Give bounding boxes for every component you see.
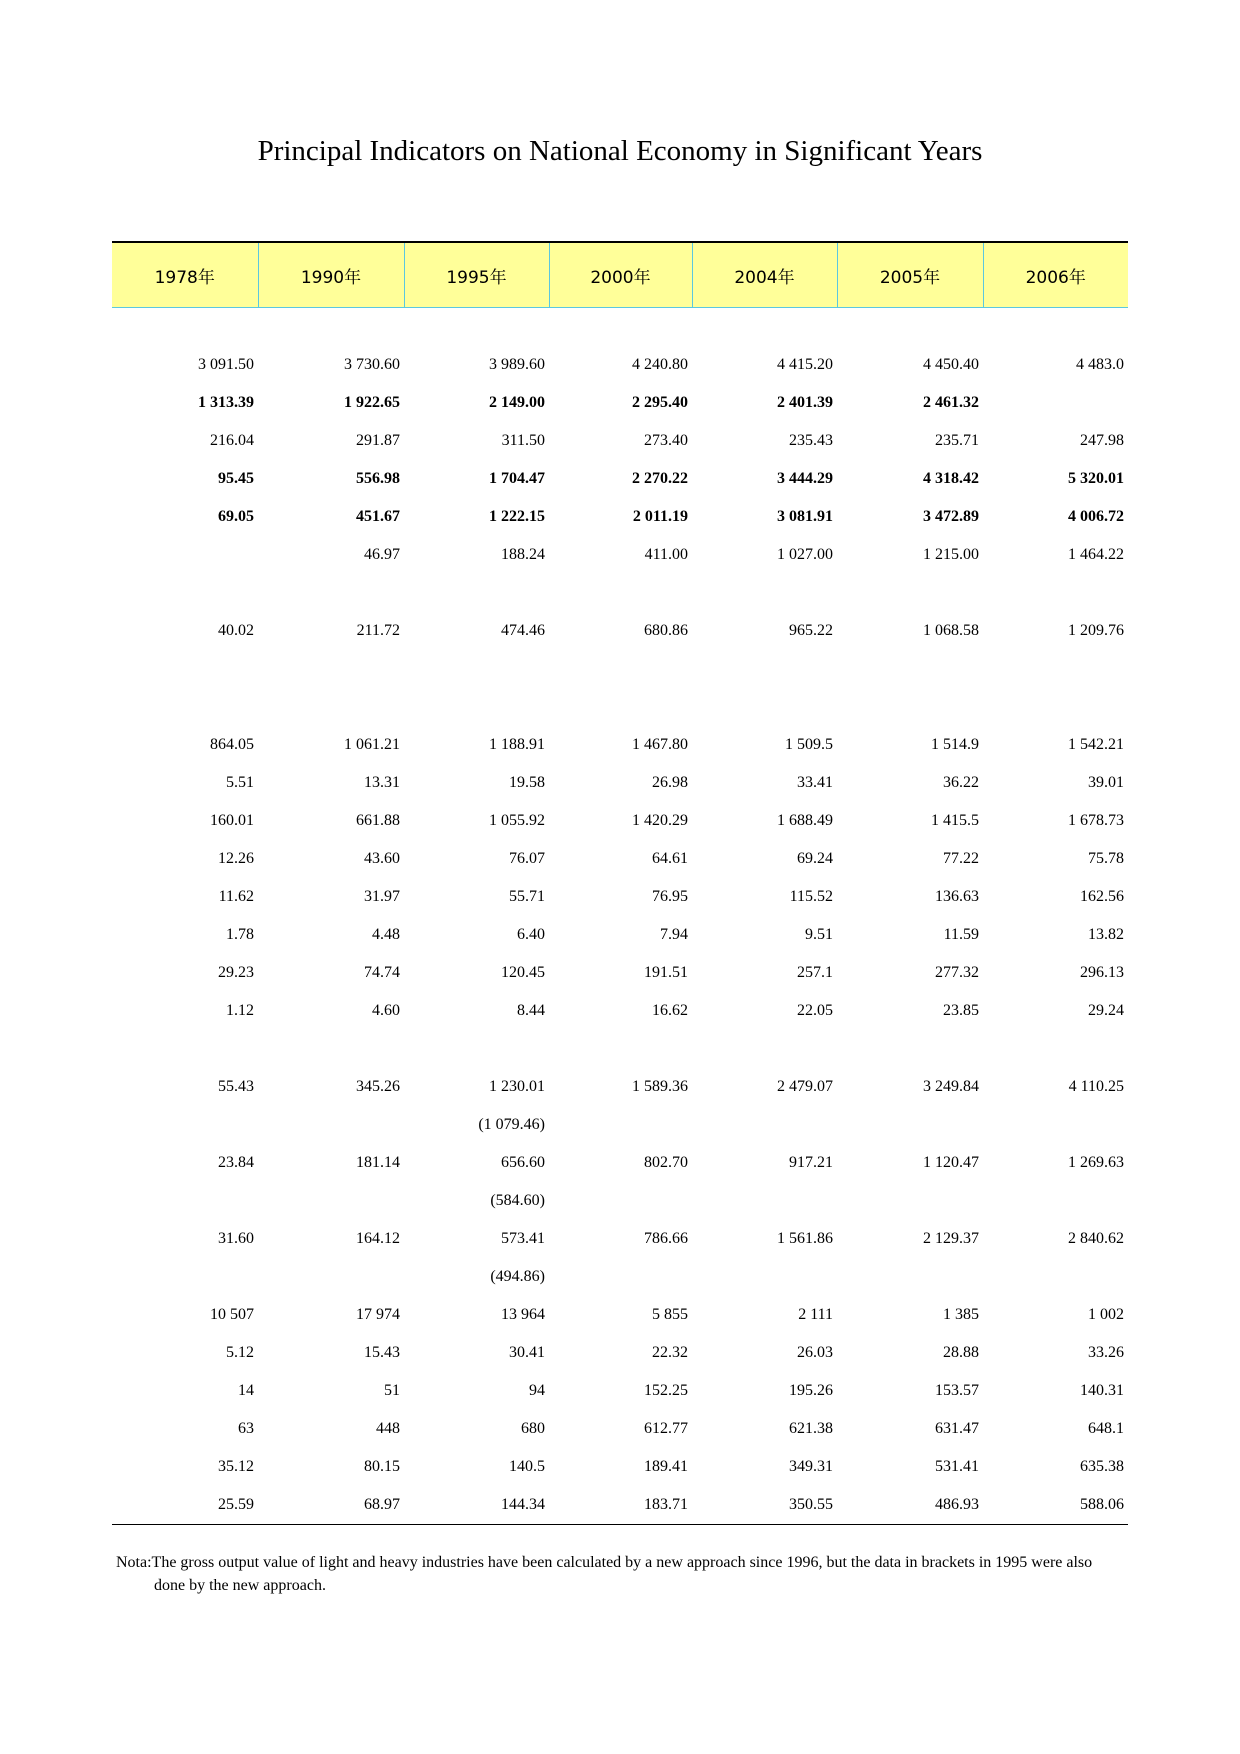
table-cell: 31.60 — [218, 1230, 254, 1247]
table-header-row — [112, 242, 1128, 308]
page-title: Principal Indicators on National Economy in Significant Years — [257, 135, 983, 167]
table-cell — [692, 688, 837, 726]
table-cell: 23.84 — [218, 1154, 254, 1171]
table-cell: 195.26 — [789, 1382, 833, 1399]
table-cell: 588.06 — [983, 1486, 1128, 1525]
table-row — [112, 992, 1128, 1030]
table-cell: 13.31 — [364, 774, 400, 791]
table-cell: 4 415.20 — [777, 356, 833, 373]
table-cell — [258, 1030, 404, 1068]
table-cell: 69.24 — [797, 850, 833, 867]
table-cell — [112, 1258, 258, 1296]
table-cell — [983, 1182, 1128, 1220]
table-row — [112, 802, 1128, 840]
table-cell: 1 561.86 — [777, 1230, 833, 1247]
table-cell: 573.41 — [501, 1230, 545, 1247]
table-cell: 3 472.89 — [923, 508, 979, 525]
table-cell: 486.93 — [837, 1486, 983, 1525]
table-cell: 864.05 — [210, 736, 254, 753]
header-spacer-row — [112, 308, 1128, 347]
table-cell: 4 006.72 — [1068, 508, 1124, 525]
table-row — [112, 384, 1128, 422]
table-cell: 153.57 — [935, 1382, 979, 1399]
table-cell: 1 385 — [943, 1306, 979, 1323]
table-cell: 43.60 — [364, 850, 400, 867]
table-row — [112, 536, 1128, 574]
table-cell: 4.60 — [372, 1002, 400, 1019]
table-cell: 8.44 — [517, 1002, 545, 1019]
table-row — [112, 1334, 1128, 1372]
table-cell: 4 450.40 — [923, 356, 979, 373]
table-cell — [258, 1258, 404, 1296]
table-cell: 802.70 — [644, 1154, 688, 1171]
table-cell: 1 002 — [1088, 1306, 1124, 1323]
table-cell: 28.88 — [943, 1344, 979, 1361]
table-row — [112, 1144, 1128, 1182]
table-cell — [258, 650, 404, 688]
table-cell: 68.97 — [258, 1486, 404, 1525]
table-cell: 1 209.76 — [1068, 622, 1124, 639]
table-cell: 115.52 — [789, 888, 833, 905]
table-cell: 2 270.22 — [632, 470, 688, 487]
table-cell — [404, 650, 549, 688]
table-cell — [112, 1030, 258, 1068]
table-cell — [549, 650, 692, 688]
table-row — [112, 1106, 1128, 1144]
table-row — [112, 726, 1128, 764]
table-cell: 311.50 — [501, 432, 545, 449]
table-cell: 13 964 — [501, 1306, 545, 1323]
table-cell: 75.78 — [1088, 850, 1124, 867]
table-cell: 556.98 — [356, 470, 400, 487]
table-cell: 448 — [376, 1420, 400, 1437]
table-cell: 3 989.60 — [489, 356, 545, 373]
table-cell: 1 415.5 — [931, 812, 979, 829]
table-cell: 11.59 — [943, 926, 979, 943]
table-cell: 2 011.19 — [632, 508, 688, 525]
table-row — [112, 840, 1128, 878]
table-row — [112, 1182, 1128, 1220]
table-cell: 612.77 — [644, 1420, 688, 1437]
table-row — [112, 1486, 1128, 1525]
table-row — [112, 574, 1128, 612]
table-cell — [549, 574, 692, 612]
table-cell: 140.31 — [1080, 1382, 1124, 1399]
table-cell: 36.22 — [943, 774, 979, 791]
table-cell: 1 678.73 — [1068, 812, 1124, 829]
table-cell: 22.05 — [797, 1002, 833, 1019]
table-cell — [983, 1030, 1128, 1068]
table-cell: (1 079.46) — [478, 1116, 545, 1133]
table-cell — [692, 1258, 837, 1296]
table-cell: 30.41 — [509, 1344, 545, 1361]
table-cell — [983, 688, 1128, 726]
table-cell: 474.46 — [501, 622, 545, 639]
table-cell: 2 479.07 — [777, 1078, 833, 1095]
table-row — [112, 1410, 1128, 1448]
table-cell: 10 507 — [210, 1306, 254, 1323]
table-cell: 4 318.42 — [923, 470, 979, 487]
column-header: 1995年 — [404, 242, 549, 308]
table-cell: 11.62 — [218, 888, 254, 905]
table-cell — [837, 1106, 983, 1144]
table-row — [112, 1372, 1128, 1410]
table-cell: 1 420.29 — [632, 812, 688, 829]
table-row — [112, 346, 1128, 384]
table-cell: 31.97 — [364, 888, 400, 905]
table-cell: 23.85 — [943, 1002, 979, 1019]
table-cell: 19.58 — [509, 774, 545, 791]
table-cell: 3 730.60 — [344, 356, 400, 373]
table-cell: 4 240.80 — [632, 356, 688, 373]
table-cell: 12.26 — [218, 850, 254, 867]
table-cell: 64.61 — [652, 850, 688, 867]
table-cell: 211.72 — [356, 622, 400, 639]
table-cell: 29.23 — [218, 964, 254, 981]
table-cell: 216.04 — [210, 432, 254, 449]
column-header: 1990年 — [258, 242, 404, 308]
table-cell: 51 — [384, 1382, 400, 1399]
table-cell — [112, 574, 258, 612]
table-row — [112, 498, 1128, 536]
table-row — [112, 1258, 1128, 1296]
table-row — [112, 1068, 1128, 1106]
table-cell: 680 — [521, 1420, 545, 1437]
table-cell: 1 688.49 — [777, 812, 833, 829]
table-cell: 1 269.63 — [1068, 1154, 1124, 1171]
table-cell: 94 — [529, 1382, 545, 1399]
table-cell: 15.43 — [364, 1344, 400, 1361]
table-cell: 235.71 — [935, 432, 979, 449]
column-header: 2004年 — [692, 242, 837, 308]
table-cell: 965.22 — [789, 622, 833, 639]
table-cell: 235.43 — [789, 432, 833, 449]
table-cell: 7.94 — [660, 926, 688, 943]
table-cell — [112, 688, 258, 726]
table-cell: 1.78 — [226, 926, 254, 943]
table-cell: 4.48 — [372, 926, 400, 943]
table-cell: 631.47 — [935, 1420, 979, 1437]
table-cell: 164.12 — [356, 1230, 400, 1247]
column-header: 2000年 — [549, 242, 692, 308]
column-header: 1978年 — [112, 242, 258, 308]
table-cell: 1 704.47 — [489, 470, 545, 487]
column-header: 2005年 — [837, 242, 983, 308]
table-cell: 531.41 — [935, 1458, 979, 1475]
table-cell — [112, 536, 258, 574]
table-cell: 46.97 — [364, 546, 400, 563]
table-cell: 5 855 — [652, 1306, 688, 1323]
table-cell: 1 509.5 — [785, 736, 833, 753]
table-cell — [112, 1106, 258, 1144]
table-cell: 40.02 — [218, 622, 254, 639]
table-cell: 35.12 — [218, 1458, 254, 1475]
table-cell: 136.63 — [935, 888, 979, 905]
table-cell: 1 313.39 — [198, 394, 254, 411]
table-cell: 291.87 — [356, 432, 400, 449]
table-cell: 29.24 — [1088, 1002, 1124, 1019]
table-cell: 33.41 — [797, 774, 833, 791]
table-cell: 120.45 — [501, 964, 545, 981]
table-cell: 1.12 — [226, 1002, 254, 1019]
table-row — [112, 916, 1128, 954]
table-cell: 273.40 — [644, 432, 688, 449]
table-row — [112, 688, 1128, 726]
table-cell — [258, 1182, 404, 1220]
table-cell: 17 974 — [356, 1306, 400, 1323]
table-row — [112, 650, 1128, 688]
table-cell: (494.86) — [490, 1268, 545, 1285]
table-cell: 1 061.21 — [344, 736, 400, 753]
table-cell — [837, 574, 983, 612]
table-cell: 2 295.40 — [632, 394, 688, 411]
table-cell: 2 401.39 — [777, 394, 833, 411]
table-cell: 411.00 — [644, 546, 688, 563]
table-cell: 648.1 — [1088, 1420, 1124, 1437]
table-cell: 1 589.36 — [632, 1078, 688, 1095]
table-cell: 1 922.65 — [344, 394, 400, 411]
table-cell: 2 111 — [798, 1306, 833, 1323]
table-cell: 181.14 — [356, 1154, 400, 1171]
table-cell: 26.03 — [797, 1344, 833, 1361]
table-cell: 1 222.15 — [489, 508, 545, 525]
table-cell: (584.60) — [490, 1192, 545, 1209]
table-cell: 69.05 — [218, 508, 254, 525]
table-cell: 16.62 — [652, 1002, 688, 1019]
table-cell: 1 215.00 — [923, 546, 979, 563]
table-cell — [258, 1106, 404, 1144]
table-row — [112, 1030, 1128, 1068]
table-cell — [404, 1030, 549, 1068]
table-cell — [549, 1030, 692, 1068]
table-cell: 63 — [238, 1420, 254, 1437]
table-row — [112, 954, 1128, 992]
table-cell: 2 840.62 — [1068, 1230, 1124, 1247]
table-cell: 680.86 — [644, 622, 688, 639]
table-row — [112, 422, 1128, 460]
table-cell: 55.71 — [509, 888, 545, 905]
table-cell: 76.95 — [652, 888, 688, 905]
table-cell: 3 444.29 — [777, 470, 833, 487]
table-cell: 1 055.92 — [489, 812, 545, 829]
table-cell — [692, 574, 837, 612]
table-body — [112, 308, 1128, 1525]
table-cell: 2 461.32 — [923, 394, 979, 411]
table-cell — [983, 574, 1128, 612]
table-cell: 2 149.00 — [489, 394, 545, 411]
table-cell — [112, 650, 258, 688]
table-row — [112, 1296, 1128, 1334]
table-cell: 1 464.22 — [1068, 546, 1124, 563]
table-cell: 152.25 — [644, 1382, 688, 1399]
table-cell: 350.55 — [692, 1486, 837, 1525]
table-cell: 39.01 — [1088, 774, 1124, 791]
table-cell: 1 188.91 — [489, 736, 545, 753]
table-cell — [549, 1258, 692, 1296]
table-cell — [837, 1258, 983, 1296]
table-row — [112, 1220, 1128, 1258]
table-cell: 349.31 — [789, 1458, 833, 1475]
table-cell — [692, 1182, 837, 1220]
table-cell: 160.01 — [210, 812, 254, 829]
table-cell: 661.88 — [356, 812, 400, 829]
table-cell: 621.38 — [789, 1420, 833, 1437]
table-cell: 1 467.80 — [632, 736, 688, 753]
table-cell: 5 320.01 — [1068, 470, 1124, 487]
table-cell: 786.66 — [644, 1230, 688, 1247]
table-cell — [258, 574, 404, 612]
table-cell: 77.22 — [943, 850, 979, 867]
table-cell — [983, 650, 1128, 688]
table-cell — [258, 688, 404, 726]
table-cell — [549, 688, 692, 726]
table-cell: 1 514.9 — [931, 736, 979, 753]
table-cell: 74.74 — [364, 964, 400, 981]
table-row — [112, 764, 1128, 802]
table-cell — [983, 384, 1128, 422]
table-cell: 6.40 — [517, 926, 545, 943]
table-cell: 1 542.21 — [1068, 736, 1124, 753]
table-cell: 162.56 — [1080, 888, 1124, 905]
indicators-table-container — [112, 241, 1128, 1525]
table-cell — [112, 1182, 258, 1220]
table-cell: 257.1 — [797, 964, 833, 981]
indicators-table — [112, 241, 1128, 1525]
table-cell — [983, 1258, 1128, 1296]
table-cell: 9.51 — [805, 926, 833, 943]
table-cell: 296.13 — [1080, 964, 1124, 981]
table-cell: 144.34 — [404, 1486, 549, 1525]
table-row — [112, 612, 1128, 650]
table-cell: 188.24 — [501, 546, 545, 563]
table-cell — [837, 688, 983, 726]
table-cell: 451.67 — [356, 508, 400, 525]
table-cell: 183.71 — [549, 1486, 692, 1525]
table-cell — [692, 1030, 837, 1068]
table-cell: 3 091.50 — [198, 356, 254, 373]
table-cell: 13.82 — [1088, 926, 1124, 943]
table-cell — [692, 1106, 837, 1144]
table-cell — [404, 688, 549, 726]
table-cell: 191.51 — [644, 964, 688, 981]
table-cell — [837, 1182, 983, 1220]
table-cell — [692, 650, 837, 688]
footnote: Nota:The gross output value of light and heavy industries have been calculated by a new approach since 1996, but the data in brackets in 1995 were also done by the new approach. — [116, 1554, 1093, 1594]
table-cell: 55.43 — [218, 1078, 254, 1095]
table-cell: 26.98 — [652, 774, 688, 791]
table-row — [112, 878, 1128, 916]
table-cell — [983, 1106, 1128, 1144]
table-row — [112, 460, 1128, 498]
table-row — [112, 1448, 1128, 1486]
table-cell: 22.32 — [652, 1344, 688, 1361]
table-cell: 2 129.37 — [923, 1230, 979, 1247]
table-cell: 635.38 — [1080, 1458, 1124, 1475]
table-cell: 140.5 — [509, 1458, 545, 1475]
table-cell — [549, 1106, 692, 1144]
column-header: 2006年 — [983, 242, 1128, 308]
table-cell — [404, 574, 549, 612]
table-cell — [549, 1182, 692, 1220]
table-cell: 4 483.0 — [1076, 356, 1124, 373]
table-cell: 76.07 — [509, 850, 545, 867]
table-cell: 80.15 — [364, 1458, 400, 1475]
table-cell: 5.51 — [226, 774, 254, 791]
table-cell: 1 120.47 — [923, 1154, 979, 1171]
table-cell: 1 068.58 — [923, 622, 979, 639]
table-cell: 1 027.00 — [777, 546, 833, 563]
table-cell: 4 110.25 — [1068, 1078, 1124, 1095]
table-cell: 656.60 — [501, 1154, 545, 1171]
table-cell — [837, 650, 983, 688]
table-cell: 95.45 — [218, 470, 254, 487]
table-cell: 3 249.84 — [923, 1078, 979, 1095]
table-cell: 3 081.91 — [777, 508, 833, 525]
table-cell: 345.26 — [356, 1078, 400, 1095]
table-cell: 189.41 — [644, 1458, 688, 1475]
table-cell: 917.21 — [789, 1154, 833, 1171]
table-cell: 247.98 — [1080, 432, 1124, 449]
table-cell: 277.32 — [935, 964, 979, 981]
table-cell — [837, 1030, 983, 1068]
table-cell: 5.12 — [226, 1344, 254, 1361]
table-cell: 33.26 — [1088, 1344, 1124, 1361]
table-cell: 14 — [238, 1382, 254, 1399]
table-cell: 25.59 — [112, 1486, 258, 1525]
table-cell: 1 230.01 — [489, 1078, 545, 1095]
